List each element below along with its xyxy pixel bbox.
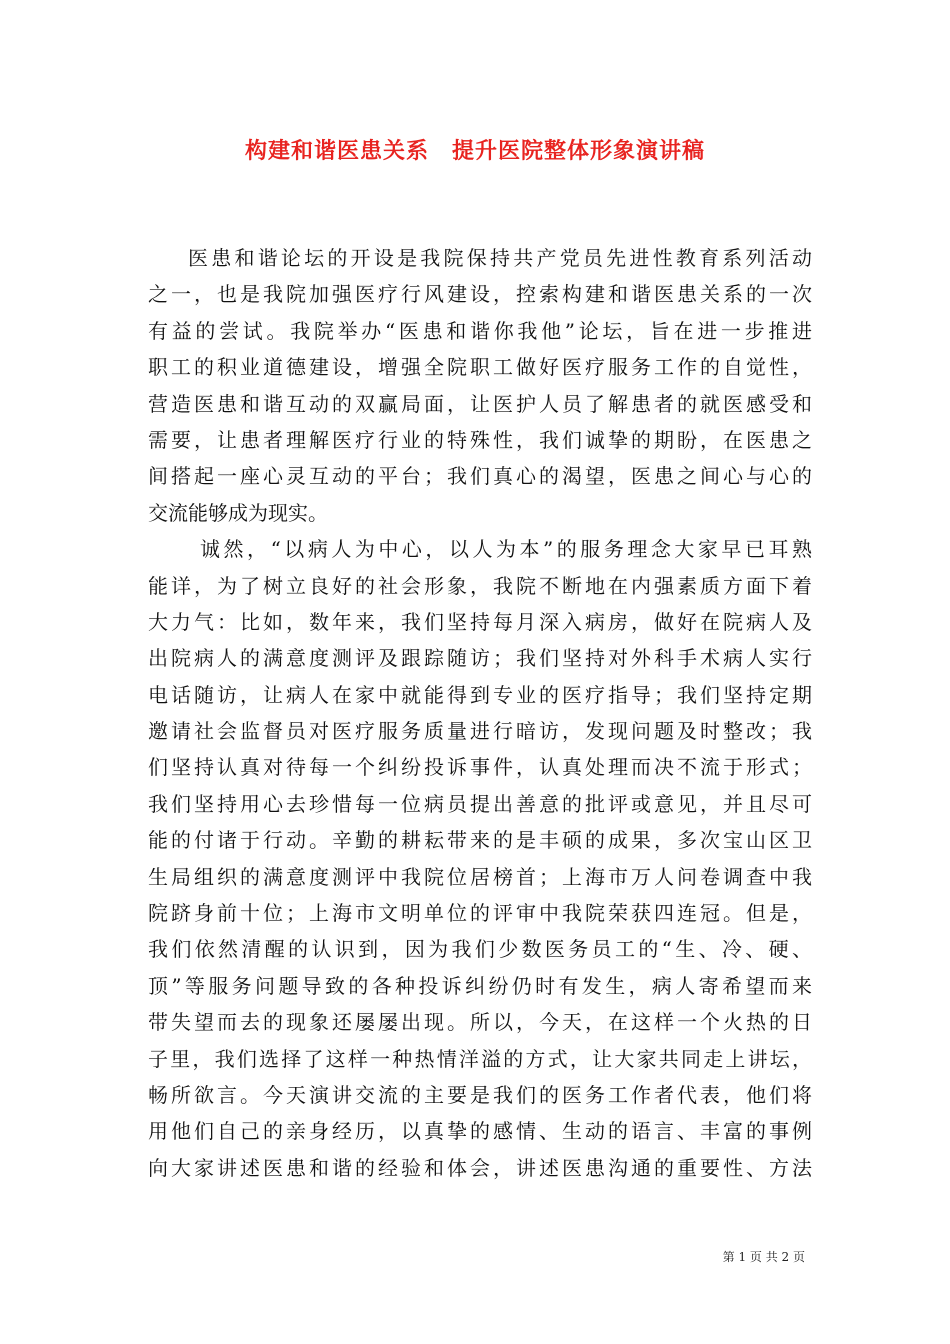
paragraph-2-line-10: 生局组织的满意度测评中我院位居榜首；上海市万人问卷调查中我 xyxy=(148,864,812,889)
paragraph-2-line-7: 们坚持认真对待每一个纠纷投诉事件，认真处理而决不流于形式； xyxy=(148,755,812,780)
paragraph-2-line-6: 邀请社会监督员对医疗服务质量进行暗访，发现问题及时整改；我 xyxy=(148,719,812,744)
paragraph-2-line-2: 能详，为了树立良好的社会形象，我院不断地在内强素质方面下着 xyxy=(148,573,812,598)
paragraph-2-line-16: 畅所欲言。今天演讲交流的主要是我们的医务工作者代表，他们将 xyxy=(148,1082,812,1107)
paragraph-2-line-13: 顶”等服务问题导致的各种投诉纠纷仍时有发生，病人寄希望而来 xyxy=(148,973,812,998)
paragraph-1-line-8: 交流能够成为现实。 xyxy=(148,500,328,525)
page-number-footer: 第 1 页 共 2 页 xyxy=(722,1250,805,1264)
paragraph-2-line-3: 大力气：比如，数年来，我们坚持每月深入病房，做好在院病人及 xyxy=(148,609,812,634)
paragraph-2-line-5: 电话随访，让病人在家中就能得到专业的医疗指导；我们坚持定期 xyxy=(148,682,812,707)
paragraph-2-line-1: 诚然，“以病人为中心，以人为本”的服务理念大家早已耳熟 xyxy=(200,537,812,562)
paragraph-2-line-4: 出院病人的满意度测评及跟踪随访；我们坚持对外科手术病人实行 xyxy=(148,646,812,671)
paragraph-1-line-5: 营造医患和谐互动的双赢局面，让医护人员了解患者的就医感受和 xyxy=(148,391,812,416)
paragraph-2-line-18: 向大家讲述医患和谐的经验和体会，讲述医患沟通的重要性、方法 xyxy=(148,1155,812,1180)
paragraph-1-line-2: 之一，也是我院加强医疗行风建设，控索构建和谐医患关系的一次 xyxy=(148,282,812,307)
paragraph-1-line-3: 有益的尝试。我院举办“医患和谐你我他”论坛，旨在进一步推进 xyxy=(148,318,812,343)
paragraph-2-line-14: 带失望而去的现象还屡屡出现。所以，今天，在这样一个火热的日 xyxy=(148,1010,812,1035)
paragraph-2-line-8: 我们坚持用心去珍惜每一位病员提出善意的批评或意见，并且尽可 xyxy=(148,791,812,816)
paragraph-1-line-4: 职工的积业道德建设，增强全院职工做好医疗服务工作的自觉性， xyxy=(148,355,812,380)
document-title: 构建和谐医患关系 提升医院整体形象演讲稿 xyxy=(244,138,705,164)
document-body xyxy=(148,240,812,1186)
paragraph-2-line-12: 我们依然清醒的认识到，因为我们少数医务员工的“生、冷、硬、 xyxy=(148,937,812,962)
paragraph-2-line-11: 院跻身前十位；上海市文明单位的评审中我院荣获四连冠。但是， xyxy=(148,901,812,926)
paragraph-2-line-9: 能的付诸于行动。辛勤的耕耘带来的是丰硕的成果，多次宝山区卫 xyxy=(148,828,812,853)
paragraph-2-line-15: 子里，我们选择了这样一种热情洋溢的方式，让大家共同走上讲坛， xyxy=(148,1046,812,1071)
paragraph-1-line-1: 医患和谐论坛的开设是我院保持共产党员先进性教育系列活动 xyxy=(188,246,812,270)
paragraph-1-line-6: 需要，让患者理解医疗行业的特殊性，我们诚挚的期盼，在医患之 xyxy=(148,427,812,452)
paragraph-2-line-17: 用他们自己的亲身经历，以真挚的感情、生动的语言、丰富的事例 xyxy=(148,1119,812,1144)
paragraph-1-line-7: 间搭起一座心灵互动的平台；我们真心的渴望，医患之间心与心的 xyxy=(148,464,812,489)
